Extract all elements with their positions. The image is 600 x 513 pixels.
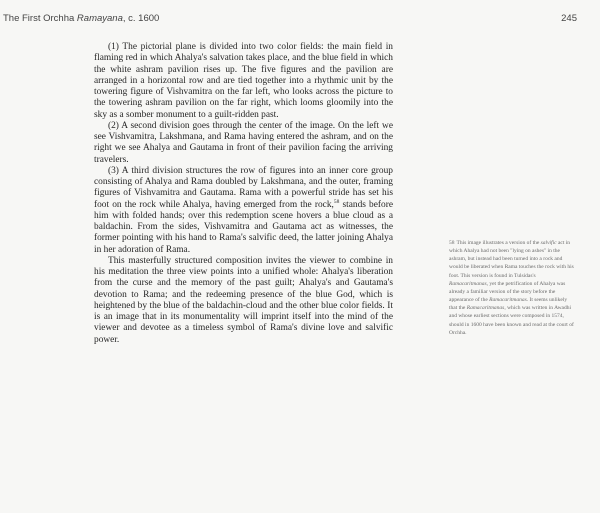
running-header bbox=[0, 13, 600, 29]
paragraph-3: (3) A third division structures the row of figures into an inner core group consisting of Ahalya and Rama doubled by Lakshmana, and the outer, framing figures of Vishvamitra and Gautama. Rama with a powerful stride has set his foot on the rock while Ahalya, having emerged from the rock,$^{58}$ stands before him with folded hands; over this redemption scene hovers a blue cloud as a baldachin. From the sides, Vishvamitra and Gautama act as witnesses, the former pointing with his hand to Rama's salvific deed, the latter joining Ahalya in her adoration of Rama. bbox=[94, 165, 393, 255]
footnote-ref-58[interactable]: 58 bbox=[333, 198, 340, 205]
body-text bbox=[94, 42, 393, 346]
paragraph-4: This masterfully structured composition invites the viewer to combine in his meditation the three view points into a unified whole: Ahalya's liberation from the curse and the memory of the past guilt; Ahalya's and Gautama's devotion to Rama; and the redeeming presence of the blue God, which is heightened by the blue of the baldachin-cloud and the other blue color fields. It is an image that in its monumentality will imprint itself into the mind of the viewer and devotee as a timeless symbol of Rama's divine love and salvific power. bbox=[94, 255, 393, 345]
paragraph-1: (1) The pictorial plane is divided into two color fields: the main field in flaming red in which Ahalya's salvation takes place, and the blue field in which the white ashram pavilion rises up. The five figures and the pavilion are arranged in a horizontal row and are tied together into a rhythmic unit by the towering figure of Vishvamitra on the far left, who looks across the picture to the towering ashram pavilion on the far right, which looms gloomily into the sky as a somber monument to a guilt-ridden past. bbox=[94, 42, 393, 120]
page-number: 245 bbox=[561, 13, 577, 24]
paragraph-2: (2) A second division goes through the center of the image. On the left we see Vishvamitra, Lakshmana, and Rama having entered the ashram, and on the right we see Ahalya and Gautama in front of their pavilion facing the arriving travelers. bbox=[94, 120, 393, 165]
footnote-58: 58 This image illustrates a version of the salvific act in which Ahalya had not been "lying on ashes" in the ashram, but instead had been turned into a rock and would be liberated when Rama touches the rock with his foot. This version is found in Tulsidas's Ramacaritmanas, yet the petrification of Ahalya was already a familiar version of the story before the appearance of the Ramacaritmanas. It seems unlikely that the Ramacaritmanas, which was written in Awadhi and whose earliest sections were composed in 1574, should in 1600 have been known and read at the court of Orchha. bbox=[449, 240, 574, 336]
footnote-number: 58 bbox=[449, 240, 455, 246]
running-title: The First Orchha Ramayana, c. 1600 bbox=[3, 13, 160, 24]
